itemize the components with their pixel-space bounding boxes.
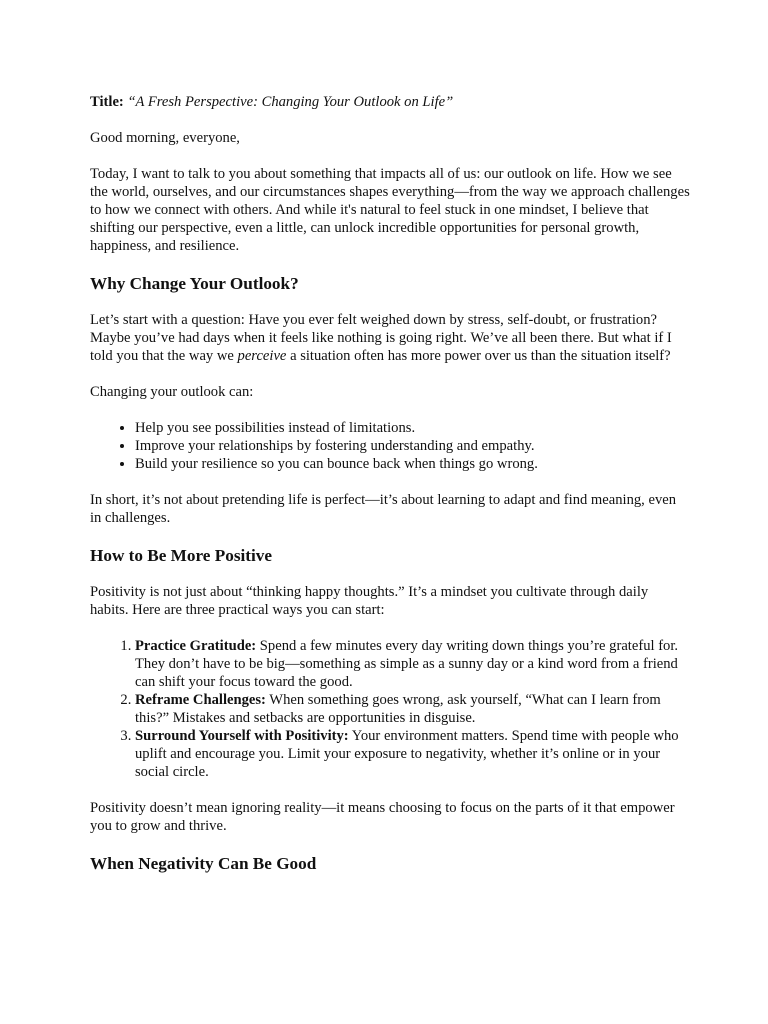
title-text: “A Fresh Perspective: Changing Your Outlook on Life” <box>127 94 454 110</box>
positivity-summary: Positivity doesn’t mean ignoring reality—it means choosing to focus on the parts of it that empower you to grow and thrive. <box>90 800 675 834</box>
list-item: • Improve your relationships by fostering understanding and empathy. <box>135 437 690 455</box>
item-text: When something goes wrong, ask yourself, “What can I learn from this?” Mistakes and setbacks are opportunities in disguise. <box>135 692 661 726</box>
why-change-paragraph <box>90 311 690 365</box>
why-change-emphasis: perceive <box>237 348 287 364</box>
section-heading-how-positive: How to Be More Positive <box>90 546 273 565</box>
why-change-summary: In short, it’s not about pretending life is perfect—it’s about learning to adapt and find meaning, even in challenges. <box>90 492 677 526</box>
benefits-list <box>90 419 690 473</box>
list-intro: Changing your outlook can: <box>90 384 254 400</box>
why-change-text-before: Let’s start with a question: Have you ever felt weighed down by stress, self-doubt, or frustration? Maybe you’ve had days when it feels like nothing is going right. We’ve all been there. But what if I told you that the way we <box>90 312 672 364</box>
list-item: • Build your resilience so you can bounce back when things go wrong. <box>135 455 690 473</box>
intro-paragraph: Today, I want to talk to you about something that impacts all of us: our outlook on life. How we see the world, ourselves, and our circumstances shapes everything—from the way we approach challenges to how we connect with others. And while it's natural to feel stuck in one mindset, I believe that shifting our perspective, even a little, can unlock incredible opportunities for personal growth, happiness, and resilience. <box>90 166 690 254</box>
list-item <box>135 637 690 691</box>
list-item <box>135 691 690 727</box>
section-heading-why-change: Why Change Your Outlook? <box>90 274 299 293</box>
item-text: Spend a few minutes every day writing down things you’re grateful for. They don’t have to be big—something as simple as a sunny day or a kind word from a friend can shift your focus toward the good. <box>135 638 679 690</box>
title-label: Title: <box>90 94 124 110</box>
item-label: Surround Yourself with Positivity: <box>135 728 349 744</box>
section-heading-negativity: When Negativity Can Be Good <box>90 854 317 873</box>
list-item <box>135 727 690 781</box>
positivity-intro: Positivity is not just about “thinking happy thoughts.” It’s a mindset you cultivate through daily habits. Here are three practical ways you can start: <box>90 584 649 618</box>
item-label: Reframe Challenges: <box>135 692 266 708</box>
greeting: Good morning, everyone, <box>90 130 240 146</box>
item-text: Your environment matters. Spend time with people who uplift and encourage you. Limit your exposure to negativity, whether it’s online or in your social circle. <box>135 728 679 780</box>
document-page <box>90 93 690 891</box>
positivity-list <box>90 637 690 781</box>
list-item: • Help you see possibilities instead of limitations. <box>135 419 690 437</box>
why-change-text-after: a situation often has more power over us than the situation itself? <box>286 348 671 364</box>
item-label: Practice Gratitude: <box>135 638 257 654</box>
document-title <box>90 93 690 111</box>
